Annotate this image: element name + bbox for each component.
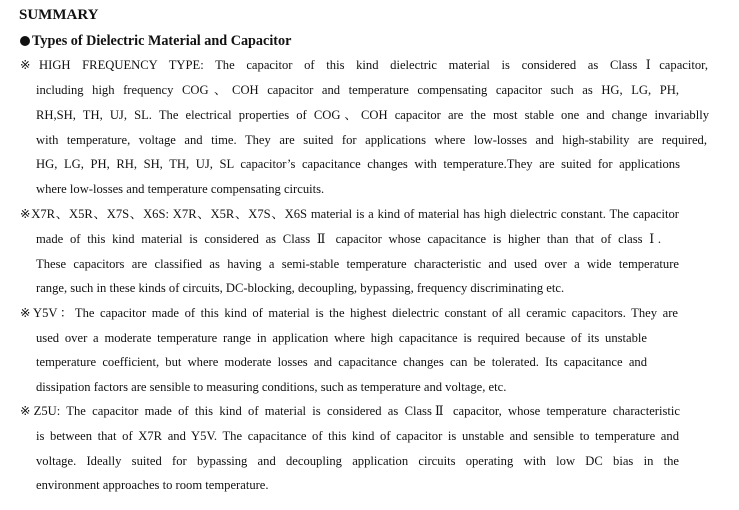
paragraph-line: is between that of X7R and Y5V. The capacitance of this kind of capacitor is unstable and sensible to temperature and: [36, 429, 679, 443]
paragraph-line: made of this kind material is considered as Class Ⅱ capacitor whose capacitance is higher than that of class Ⅰ.: [36, 232, 661, 246]
paragraph-line: ※X7R、X5R、X7S、X6S: X7R、X5R、X7S、X6S material is a kind of material has high dielectric constant. The capacitor: [20, 207, 679, 221]
paragraph-line: RH,SH, TH, UJ, SL. The electrical properties of COG、COH capacitor are the most stable one and change invariablly: [36, 108, 709, 122]
bullet-icon: [20, 36, 30, 46]
paragraph-line: used over a moderate temperature range in application where high capacitance is required because of its unstable: [36, 331, 647, 345]
paragraph-line: voltage. Ideally suited for bypassing and decoupling application circuits operating with low DC bias in the: [36, 454, 679, 468]
paragraph-line: where low-losses and temperature compensating circuits.: [36, 182, 325, 196]
paragraph-line: dissipation factors are sensible to measuring conditions, such as temperature and voltage, etc.: [36, 380, 507, 394]
paragraph-line: ※HIGH FREQUENCY TYPE: The capacitor of this kind dielectric material is considered as ClassⅠcapacitor,: [20, 58, 708, 72]
paragraph-line: HG, LG, PH, RH, SH, TH, UJ, SL capacitor’s capacitance changes with temperature.They are suited for applications: [36, 157, 680, 171]
paragraph-line: ※Z5U: The capacitor made of this kind of material is considered as ClassⅡ capacitor, whose temperature characteristic: [20, 404, 680, 418]
page-title: SUMMARY: [19, 7, 99, 23]
paragraph-line: with temperature, voltage and time. They are suited for applications where low-losses and high-stability are required,: [36, 133, 707, 147]
paragraph-line: environment approaches to room temperature.: [36, 478, 269, 492]
paragraph-line: ※Y5V：The capacitor made of this kind of material is the highest dielectric constant of all ceramic capacitors. They are: [20, 306, 678, 320]
section-heading: [20, 32, 291, 50]
section-heading-text: Types of Dielectric Material and Capacitor: [32, 33, 292, 49]
paragraph-line: range, such in these kinds of circuits, DC-blocking, decoupling, bypassing, frequency discriminating etc.: [36, 281, 565, 295]
paragraph-line: including high frequency COG、COH capacitor and temperature compensating capacitor such as HG, LG, PH,: [36, 83, 679, 97]
paragraph-line: These capacitors are classified as having a semi-stable temperature characteristic and used over a wide temperature: [36, 257, 679, 271]
paragraph-line: temperature coefficient, but where moderate losses and capacitance changes can be tolerated. Its capacitance and: [36, 355, 647, 369]
